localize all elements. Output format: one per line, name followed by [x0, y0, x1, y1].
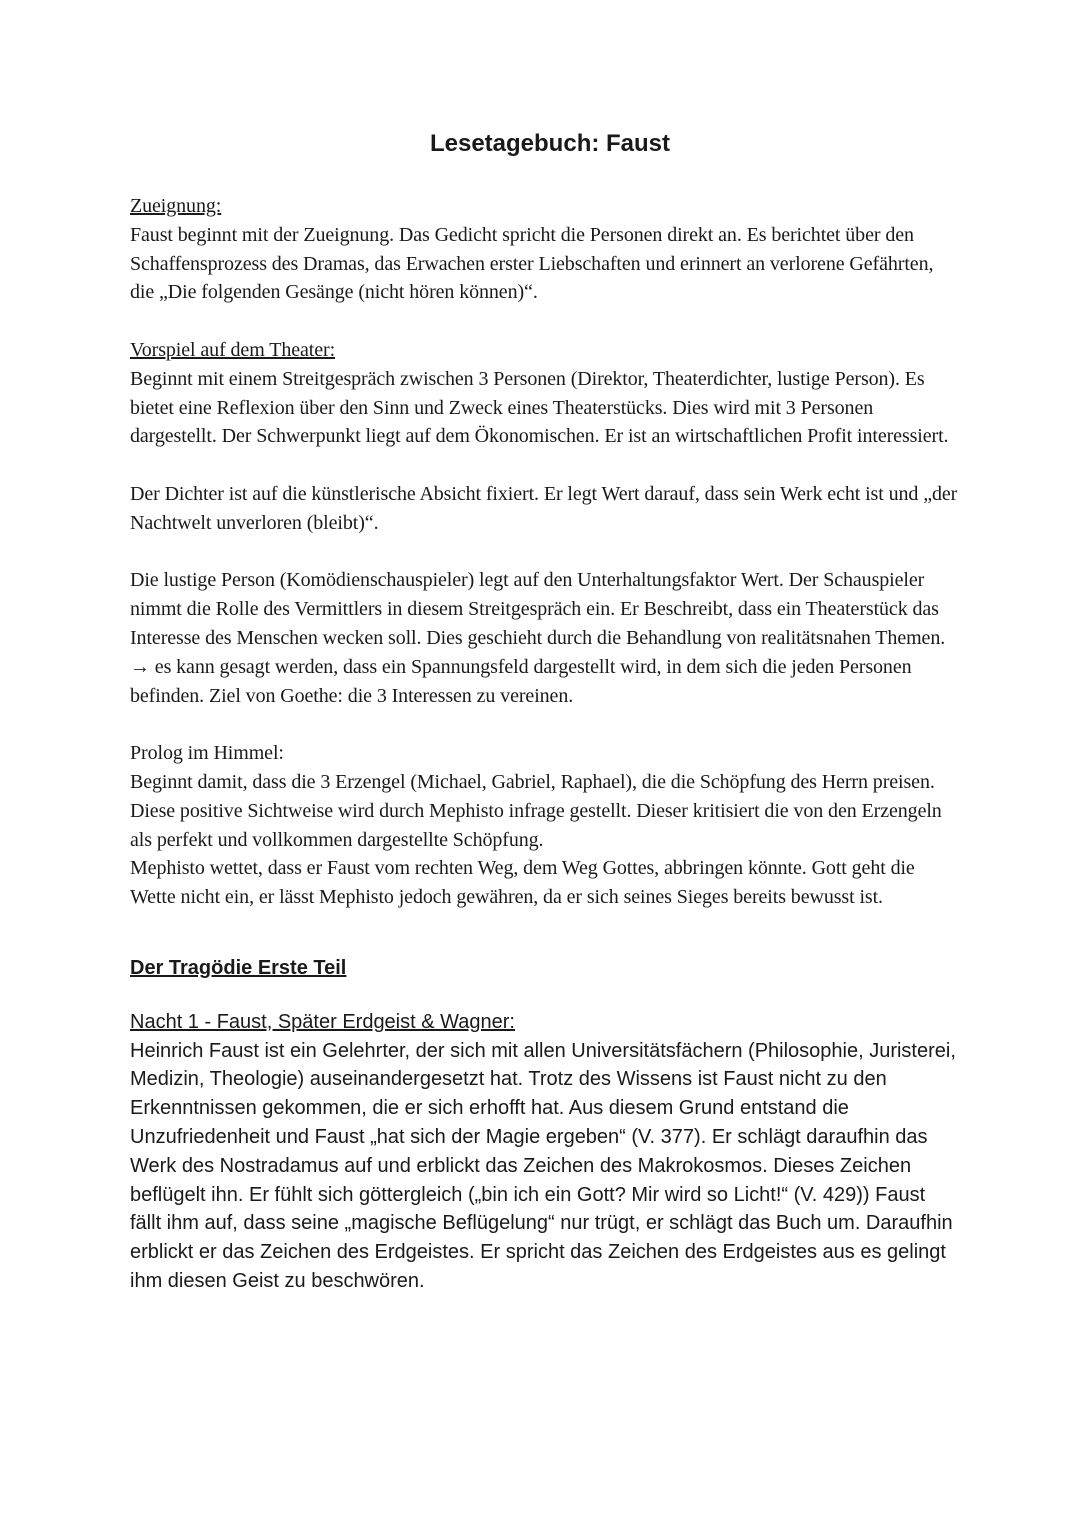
- paragraph-zueignung: Faust beginnt mit der Zueignung. Das Gedicht spricht die Personen direkt an. Es berichtet über den Schaffensprozess des Dramas, das Erwachen erster Liebschaften und erinnert an verlorene Gefährten, die „Die folgenden Gesänge (nicht hören können)“.: [130, 223, 934, 304]
- paragraph-nacht-1: Heinrich Faust ist ein Gelehrter, der sich mit allen Universitätsfächern (Philosophie, Juristerei, Medizin, Theologie) auseinandergesetzt hat. Trotz des Wissens ist Faust nicht zu den Erkenntnissen gekommen, die er sich erhofft hat. Aus diesem Grund entstand die Unzufriedenheit und Faust „hat sich der Magie ergeben“ (V. 377). Er schlägt daraufhin das Werk des Nostradamus auf und erblickt das Zeichen des Makrokosmos. Dieses Zeichen beflügelt ihn. Er fühlt sich göttergleich („bin ich ein Gott? Mir wird so Licht!“ (V. 429)) Faust fällt ihm auf, dass seine „magische Beflügelung“ nur trügt, er schlägt das Buch um. Daraufhin erblickt er das Zeichen des Erdgeistes. Er spricht das Zeichen des Erdgeistes aus es gelingt ihm diesen Geist zu beschwören.: [130, 1039, 956, 1292]
- section-heading-vorspiel: Vorspiel auf dem Theater:: [130, 338, 336, 361]
- paragraph-vorspiel-2: Der Dichter ist auf die künstlerische Absicht fixiert. Er legt Wert darauf, dass sein Werk echt ist und „der Nachtwelt unverloren (bleibt)“.: [130, 482, 958, 534]
- section-nacht-1: [130, 1008, 960, 1296]
- paragraph-prolog-2: Mephisto wettet, dass er Faust vom rechten Weg, dem Weg Gottes, abbringen könnte. Gott geht die Wette nicht ein, er lässt Mephisto jedoch gewähren, da er sich seines Sieges bereits bewusst ist.: [130, 857, 915, 909]
- section-heading-nacht-1: Nacht 1 - Faust, Später Erdgeist & Wagner:: [130, 1010, 515, 1033]
- part-heading-erster-teil: Der Tragödie Erste Teil: [130, 956, 347, 979]
- section-heading-prolog: Prolog im Himmel:: [130, 742, 284, 765]
- document-page: [130, 126, 960, 1296]
- paragraph-prolog-1: Beginnt damit, dass die 3 Erzengel (Michael, Gabriel, Raphael), die die Schöpfung des Herrn preisen. Diese positive Sichtweise wird durch Mephisto infrage gestellt. Dieser kritisiert die von den Erzengeln als perfekt und vollkommen dargestellte Schöpfung.: [130, 770, 942, 851]
- section-vorspiel: [130, 336, 960, 710]
- section-prolog: [130, 739, 960, 912]
- document-title: Lesetagebuch: Faust: [429, 130, 671, 157]
- section-heading-zueignung: Zueignung:: [130, 195, 222, 217]
- paragraph-vorspiel-1: Beginnt mit einem Streitgespräch zwischen 3 Personen (Direktor, Theaterdichter, lustige Person). Es bietet eine Reflexion über den Sinn und Zweck eines Theaterstücks. Dies wird mit 3 Personen dargestellt. Der Schwerpunkt liegt auf dem Ökonomischen. Er ist an wirtschaftlichen Profit interessiert.: [130, 367, 949, 448]
- paragraph-vorspiel-3: Die lustige Person (Komödienschauspieler) legt auf den Unterhaltungsfaktor Wert. Der Schauspieler nimmt die Rolle des Vermittlers in diesem Streitgespräch ein. Er Beschreibt, dass ein Theaterstück das Interesse des Menschen wecken soll. Dies geschieht durch die Behandlung von realitätsnahen Themen.: [130, 569, 946, 649]
- section-zueignung: [130, 192, 960, 307]
- paragraph-vorspiel-4: → es kann gesagt werden, dass ein Spannungsfeld dargestellt wird, in dem sich die jeden Personen befinden. Ziel von Goethe: die 3 Interessen zu vereinen.: [130, 655, 912, 707]
